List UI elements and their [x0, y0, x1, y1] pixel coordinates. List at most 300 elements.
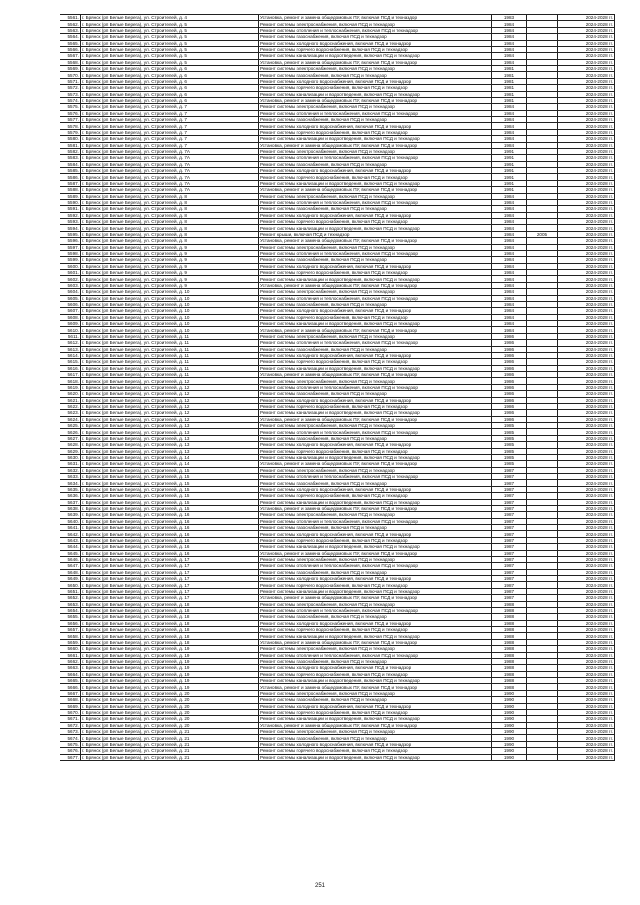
- address-cell: г. Брянск (рп Белые Берега), ул. Строителей, д. 12: [81, 391, 259, 397]
- row-number: 5593.: [60, 219, 81, 225]
- planned-period-cell: 2024-2028 гг.: [558, 129, 615, 135]
- work-type-cell: Ремонт системы горячего водоснабжения, включая ПСД и технадзор: [259, 748, 492, 754]
- work-type-cell: Ремонт системы горячего водоснабжения, включая ПСД и технадзор: [259, 671, 492, 677]
- row-number: 5587.: [60, 180, 81, 186]
- work-type-cell: Ремонт системы канализации и водоотведения, включая ПСД и технадзор: [259, 365, 492, 371]
- work-type-cell: Ремонт системы холодного водоснабжения, включая ПСД и технадзор: [259, 741, 492, 747]
- row-number: 5583.: [60, 155, 81, 161]
- address-cell: г. Брянск (рп Белые Берега), ул. Строителей, д. 9: [81, 250, 259, 256]
- planned-period-cell: 2024-2028 гг.: [558, 155, 615, 161]
- build-year-cell: 1988: [492, 678, 527, 684]
- planned-period-cell: 2024-2028 гг.: [558, 671, 615, 677]
- work-type-cell: Ремонт системы холодного водоснабжения, включая ПСД и технадзор: [259, 168, 492, 174]
- address-cell: г. Брянск (рп Белые Берега), ул. Строителей, д. 6: [81, 97, 259, 103]
- address-cell: г. Брянск (рп Белые Берега), ул. Строителей, д. 18: [81, 639, 259, 645]
- work-type-cell: Установка, ремонт и замена общедомовых ПУ, включая ПСД и технадзор: [259, 722, 492, 728]
- address-cell: г. Брянск (рп Белые Берега), ул. Строителей, д. 6: [81, 72, 259, 78]
- planned-period-cell: 2024-2028 гг.: [558, 537, 615, 543]
- work-type-cell: Ремонт системы газоснабжения, включая ПСД и технадзор: [259, 72, 492, 78]
- address-cell: г. Брянск (рп Белые Берега), ул. Строителей, д. 11: [81, 340, 259, 346]
- work-type-cell: Ремонт системы газоснабжения, включая ПСД и технадзор: [259, 658, 492, 664]
- address-cell: г. Брянск (рп Белые Берега), ул. Строителей, д. 7: [81, 129, 259, 135]
- planned-period-cell: 2024-2028 гг.: [558, 15, 615, 21]
- build-year-cell: 1985: [492, 423, 527, 429]
- planned-period-cell: 2024-2028 гг.: [558, 614, 615, 620]
- row-number: 5637.: [60, 499, 81, 505]
- work-type-cell: Установка, ремонт и замена общедомовых ПУ, включая ПСД и техназдор: [259, 15, 492, 21]
- build-year-cell: 1986: [492, 352, 527, 358]
- build-year-cell: 1986: [492, 397, 527, 403]
- row-number: 5617.: [60, 372, 81, 378]
- work-type-cell: Ремонт системы отопления и теплоснабжения, включая ПСД и технадзор: [259, 518, 492, 524]
- build-year-cell: 1984: [492, 53, 527, 59]
- table-body: [60, 15, 615, 761]
- work-type-cell: Установка, ремонт и замена общедомовых ПУ, включая ПСД и технадзор: [259, 416, 492, 422]
- work-type-cell: Ремонт системы газоснабжения, включая ПСД и технадзор: [259, 161, 492, 167]
- planned-period-cell: 2024-2028 гг.: [558, 72, 615, 78]
- work-type-cell: Ремонт системы отопления и теплоснабжения, включая ПСД и технадзор: [259, 155, 492, 161]
- address-cell: г. Брянск (рп Белые Берега), ул. Строителей, д. 19: [81, 646, 259, 652]
- address-cell: г. Брянск (рп Белые Берега), ул. Строителей, д. 10: [81, 327, 259, 333]
- address-cell: г. Брянск (рп Белые Берега), ул. Строителей, д. 11: [81, 372, 259, 378]
- planned-period-cell: 2024-2028 гг.: [558, 639, 615, 645]
- planned-period-cell: 2024-2028 гг.: [558, 690, 615, 696]
- row-number: 5662.: [60, 658, 81, 664]
- address-cell: г. Брянск (рп Белые Берега), ул. Строителей, д. 14: [81, 454, 259, 460]
- work-type-cell: Ремонт системы электроснабжения, включая ПСД и технадзор: [259, 104, 492, 110]
- planned-period-cell: 2024-2028 гг.: [558, 741, 615, 747]
- build-year-cell: 1987: [492, 556, 527, 562]
- planned-period-cell: 2024-2028 гг.: [558, 499, 615, 505]
- planned-period-cell: 2024-2028 гг.: [558, 461, 615, 467]
- build-year-cell: 1984: [492, 263, 527, 269]
- address-cell: г. Брянск (рп Белые Берега), ул. Строителей, д. 8: [81, 219, 259, 225]
- row-number: 5641.: [60, 525, 81, 531]
- row-number: 5594.: [60, 225, 81, 231]
- work-type-cell: Ремонт системы горячего водоснабжения, включая ПСД и технадзор: [259, 85, 492, 91]
- address-cell: г. Брянск (рп Белые Берега), ул. Строителей, д. 20: [81, 722, 259, 728]
- work-type-cell: Ремонт системы горячего водоснабжения, включая ПСД и технадзор: [259, 709, 492, 715]
- work-type-cell: Ремонт системы канализации и водоотведения, включая ПСД и технадзор: [259, 588, 492, 594]
- work-type-cell: Ремонт системы горячего водоснабжения, включая ПСД и технадзор: [259, 537, 492, 543]
- row-number: 5673.: [60, 729, 81, 735]
- planned-period-cell: 2024-2028 гг.: [558, 66, 615, 72]
- row-number: 5580.: [60, 136, 81, 142]
- build-year-cell: 1988: [492, 671, 527, 677]
- address-cell: г. Брянск (рп Белые Берега), ул. Строителей, д. 7А: [81, 155, 259, 161]
- planned-period-cell: 2024-2028 гг.: [558, 505, 615, 511]
- row-number: 5620.: [60, 391, 81, 397]
- row-number: 5671.: [60, 716, 81, 722]
- address-cell: г. Брянск (рп Белые Берега), ул. Строителей, д. 8: [81, 238, 259, 244]
- row-number: 5624.: [60, 416, 81, 422]
- work-type-cell: Ремонт системы канализации и водоотведения, включая ПСД и технадзор: [259, 544, 492, 550]
- work-type-cell: Ремонт системы канализации и водоотведения, включая ПСД и технадзор: [259, 410, 492, 416]
- planned-period-cell: 2024-2028 гг.: [558, 678, 615, 684]
- planned-period-cell: 2024-2028 гг.: [558, 391, 615, 397]
- address-cell: г. Брянск (рп Белые Берега), ул. Строителей, д. 6: [81, 66, 259, 72]
- row-number: 5609.: [60, 321, 81, 327]
- row-number: 5669.: [60, 703, 81, 709]
- table-row: [60, 754, 615, 760]
- row-number: 5626.: [60, 429, 81, 435]
- build-year-cell: 1984: [492, 295, 527, 301]
- row-number: 5612.: [60, 340, 81, 346]
- work-type-cell: Ремонт системы электроснабжения, включая ПСД и технадзор: [259, 289, 492, 295]
- planned-period-cell: 2024-2028 гг.: [558, 754, 615, 760]
- build-year-cell: 1988: [492, 627, 527, 633]
- row-number: 5666.: [60, 684, 81, 690]
- planned-period-cell: 2024-2028 гг.: [558, 314, 615, 320]
- build-year-cell: 1983: [492, 15, 527, 21]
- work-type-cell: Ремонт системы электроснабжения, включая ПСД и технадзор: [259, 423, 492, 429]
- planned-period-cell: 2024-2028 гг.: [558, 187, 615, 193]
- work-type-cell: Ремонт системы холодного водоснабжения, включая ПСД и технадзор: [259, 263, 492, 269]
- row-number: 5628.: [60, 442, 81, 448]
- work-type-cell: Установка, ремонт и замена общедомовых ПУ, включая ПСД и технадзор: [259, 238, 492, 244]
- work-type-cell: Установка, ремонт и замена общедомовых ПУ, включая ПСД и технадзор: [259, 282, 492, 288]
- row-number: 5636.: [60, 493, 81, 499]
- row-number: 5579.: [60, 129, 81, 135]
- row-number: 5615.: [60, 359, 81, 365]
- work-type-cell: Ремонт крыши, включая ПСД и технадзор: [259, 231, 492, 237]
- address-cell: г. Брянск (рп Белые Берега), ул. Строителей, д. 12: [81, 410, 259, 416]
- build-year-cell: 1988: [492, 684, 527, 690]
- build-year-cell: 1987: [492, 550, 527, 556]
- row-number: 5648.: [60, 569, 81, 575]
- build-year-cell: 1986: [492, 346, 527, 352]
- planned-period-cell: 2024-2028 гг.: [558, 238, 615, 244]
- address-cell: г. Брянск (рп Белые Берега), ул. Строителей, д. 15: [81, 467, 259, 473]
- address-cell: г. Брянск (рп Белые Берега), ул. Строителей, д. 11: [81, 365, 259, 371]
- build-year-cell: 1984: [492, 123, 527, 129]
- address-cell: г. Брянск (рп Белые Берега), ул. Строителей, д. 10: [81, 289, 259, 295]
- build-year-cell: 1984: [492, 21, 527, 27]
- row-number: 5582.: [60, 148, 81, 154]
- build-year-cell: 1990: [492, 716, 527, 722]
- planned-period-cell: 2024-2028 гг.: [558, 110, 615, 116]
- planned-period-cell: 2024-2028 гг.: [558, 85, 615, 91]
- address-cell: г. Брянск (рп Белые Берега), ул. Строителей, д. 12: [81, 378, 259, 384]
- build-year-cell: 1984: [492, 27, 527, 33]
- build-year-cell: 1988: [492, 639, 527, 645]
- row-number: 5569.: [60, 66, 81, 72]
- planned-period-cell: 2024-2028 гг.: [558, 276, 615, 282]
- planned-period-cell: 2024-2028 гг.: [558, 620, 615, 626]
- build-year-cell: 1984: [492, 117, 527, 123]
- planned-period-cell: 2024-2028 гг.: [558, 148, 615, 154]
- build-year-cell: 1984: [492, 34, 527, 40]
- row-number: 5611.: [60, 333, 81, 339]
- work-type-cell: Ремонт системы электроснабжения, включая ПСД и технадзор: [259, 244, 492, 250]
- address-cell: г. Брянск (рп Белые Берега), ул. Строителей, д. 16: [81, 531, 259, 537]
- address-cell: г. Брянск (рп Белые Берега), ул. Строителей, д. 20: [81, 716, 259, 722]
- row-number: 5627.: [60, 435, 81, 441]
- row-number: 5653.: [60, 601, 81, 607]
- planned-period-cell: 2024-2028 гг.: [558, 199, 615, 205]
- row-number: 5574.: [60, 97, 81, 103]
- work-type-cell: Установка, ремонт и замена общедомовых ПУ, включая ПСД и технадзор: [259, 187, 492, 193]
- work-type-cell: Установка, ремонт и замена общедомовых ПУ, включая ПСД и технадзор: [259, 595, 492, 601]
- work-type-cell: Ремонт системы канализации и водоотведения, включая ПСД и технадзор: [259, 754, 492, 760]
- planned-period-cell: 2024-2028 гг.: [558, 703, 615, 709]
- address-cell: г. Брянск (рп Белые Берега), ул. Строителей, д. 5: [81, 40, 259, 46]
- row-number: 5645.: [60, 550, 81, 556]
- build-year-cell: 1991: [492, 187, 527, 193]
- address-cell: г. Брянск (рп Белые Берега), ул. Строителей, д. 9: [81, 270, 259, 276]
- work-type-cell: Ремонт системы газоснабжения, включая ПСД и технадзор: [259, 480, 492, 486]
- build-year-cell: 1986: [492, 365, 527, 371]
- row-number: 5597.: [60, 244, 81, 250]
- row-number: 5664.: [60, 671, 81, 677]
- build-year-cell: 1990: [492, 690, 527, 696]
- build-year-cell: 1984: [492, 212, 527, 218]
- build-year-cell: 1988: [492, 633, 527, 639]
- address-cell: г. Брянск (рп Белые Берега), ул. Строителей, д. 17: [81, 588, 259, 594]
- address-cell: г. Брянск (рп Белые Берега), ул. Строителей, д. 18: [81, 614, 259, 620]
- build-year-cell: 1987: [492, 493, 527, 499]
- row-number: 5623.: [60, 410, 81, 416]
- address-cell: г. Брянск (рп Белые Берега), ул. Строителей, д. 8: [81, 206, 259, 212]
- row-number: 5601.: [60, 270, 81, 276]
- work-type-cell: Ремонт системы отопления и теплоснабжения, включая ПСД и технадзор: [259, 340, 492, 346]
- planned-period-cell: 2024-2028 гг.: [558, 257, 615, 263]
- planned-period-cell: 2024-2028 гг.: [558, 301, 615, 307]
- planned-period-cell: 2024-2028 гг.: [558, 59, 615, 65]
- row-number: 5631.: [60, 461, 81, 467]
- row-number: 5596.: [60, 238, 81, 244]
- address-cell: г. Брянск (рп Белые Берега), ул. Строителей, д. 12: [81, 384, 259, 390]
- planned-period-cell: 2024-2028 гг.: [558, 563, 615, 569]
- address-cell: г. Брянск (рп Белые Берега), ул. Строителей, д. 7А: [81, 187, 259, 193]
- work-type-cell: Ремонт системы холодного водоснабжения, включая ПСД и технадзор: [259, 78, 492, 84]
- work-type-cell: Установка, ремонт и замена общедомовых ПУ, включая ПСД и технадзор: [259, 372, 492, 378]
- build-year-cell: 1990: [492, 735, 527, 741]
- build-year-cell: 1987: [492, 505, 527, 511]
- build-year-cell: 1984: [492, 46, 527, 52]
- address-cell: г. Брянск (рп Белые Берега), ул. Строителей, д. 18: [81, 627, 259, 633]
- planned-period-cell: 2024-2028 гг.: [558, 53, 615, 59]
- planned-period-cell: 2024-2028 гг.: [558, 168, 615, 174]
- work-type-cell: Ремонт системы горячего водоснабжения, включая ПСД и технадзор: [259, 219, 492, 225]
- planned-period-cell: 2024-2028 гг.: [558, 308, 615, 314]
- row-number: 5649.: [60, 576, 81, 582]
- row-number: 5621.: [60, 397, 81, 403]
- work-type-cell: Ремонт системы холодного водоснабжения, включая ПСД и технадзор: [259, 308, 492, 314]
- build-year-cell: 1986: [492, 359, 527, 365]
- build-year-cell: 1986: [492, 372, 527, 378]
- planned-period-cell: 2024-2028 гг.: [558, 544, 615, 550]
- build-year-cell: 1985: [492, 435, 527, 441]
- work-type-cell: Ремонт системы электроснабжения, включая ПСД и технадзор: [259, 556, 492, 562]
- build-year-cell: 1984: [492, 244, 527, 250]
- work-type-cell: Ремонт системы канализации и водоотведения, включая ПСД и технадзор: [259, 91, 492, 97]
- row-number: 5588.: [60, 187, 81, 193]
- address-cell: г. Брянск (рп Белые Берега), ул. Строителей, д. 7А: [81, 180, 259, 186]
- planned-period-cell: 2024-2028 гг.: [558, 716, 615, 722]
- build-year-cell: 1984: [492, 257, 527, 263]
- row-number: 5570.: [60, 72, 81, 78]
- work-type-cell: Установка, ремонт и замена общедомовых ПУ, включая ПСД и технадзор: [259, 550, 492, 556]
- planned-period-cell: 2024-2028 гг.: [558, 365, 615, 371]
- row-number: 5633.: [60, 474, 81, 480]
- work-type-cell: Установка, ремонт и замена общедомовых ПУ, включая ПСД и технадзор: [259, 505, 492, 511]
- address-cell: г. Брянск (рп Белые Берега), ул. Строителей, д. 13: [81, 435, 259, 441]
- planned-period-cell: 2024-2028 гг.: [558, 665, 615, 671]
- address-cell: г. Брянск (рп Белые Берега), ул. Строителей, д. 21: [81, 735, 259, 741]
- build-year-cell: 1991: [492, 168, 527, 174]
- planned-period-cell: 2024-2028 гг.: [558, 193, 615, 199]
- address-cell: г. Брянск (рп Белые Берега), ул. Строителей, д. 9: [81, 244, 259, 250]
- address-cell: г. Брянск (рп Белые Берега), ул. Строителей, д. 5: [81, 21, 259, 27]
- last-repair-year-cell: [527, 754, 558, 760]
- address-cell: г. Брянск (рп Белые Берега), ул. Строителей, д. 21: [81, 741, 259, 747]
- build-year-cell: 1984: [492, 327, 527, 333]
- build-year-cell: 1984: [492, 206, 527, 212]
- planned-period-cell: 2024-2028 гг.: [558, 46, 615, 52]
- address-cell: г. Брянск (рп Белые Берега), ул. Строителей, д. 18: [81, 607, 259, 613]
- work-type-cell: Ремонт системы отопления и теплоснабжения, включая ПСД и технадзор: [259, 110, 492, 116]
- planned-period-cell: 2024-2028 гг.: [558, 161, 615, 167]
- planned-period-cell: 2024-2028 гг.: [558, 556, 615, 562]
- build-year-cell: 1984: [492, 250, 527, 256]
- build-year-cell: 1984: [492, 289, 527, 295]
- work-type-cell: Ремонт системы холодного водоснабжения, включая ПСД и технадзор: [259, 620, 492, 626]
- build-year-cell: 1986: [492, 333, 527, 339]
- planned-period-cell: 2024-2028 гг.: [558, 486, 615, 492]
- address-cell: г. Брянск (рп Белые Берега), ул. Строителей, д. 8: [81, 231, 259, 237]
- build-year-cell: 1984: [492, 136, 527, 142]
- address-cell: г. Брянск (рп Белые Берега), ул. Строителей, д. 7: [81, 142, 259, 148]
- planned-period-cell: 2024-2028 гг.: [558, 429, 615, 435]
- address-cell: г. Брянск (рп Белые Берега), ул. Строителей, д. 19: [81, 665, 259, 671]
- row-number: 5568.: [60, 59, 81, 65]
- address-cell: г. Брянск (рп Белые Берега), ул. Строителей, д. 16: [81, 512, 259, 518]
- address-cell: г. Брянск (рп Белые Берега), ул. Строителей, д. 11: [81, 352, 259, 358]
- build-year-cell: 1988: [492, 646, 527, 652]
- planned-period-cell: 2024-2028 гг.: [558, 40, 615, 46]
- work-type-cell: Ремонт системы канализации и водоотведения, включая ПСД и технадзор: [259, 136, 492, 142]
- build-year-cell: 1984: [492, 193, 527, 199]
- address-cell: г. Брянск (рп Белые Берега), ул. Строителей, д. 15: [81, 486, 259, 492]
- planned-period-cell: 2024-2028 гг.: [558, 416, 615, 422]
- work-type-cell: Установка, ремонт и замена общедомовых ПУ, включая ПСД и технадзор: [259, 639, 492, 645]
- address-cell: г. Брянск (рп Белые Берега), ул. Строителей, д. 21: [81, 754, 259, 760]
- build-year-cell: 1988: [492, 614, 527, 620]
- row-number: 5567.: [60, 53, 81, 59]
- build-year-cell: 1991: [492, 148, 527, 154]
- planned-period-cell: 2024-2028 гг.: [558, 633, 615, 639]
- address-cell: г. Брянск (рп Белые Берега), ул. Строителей, д. 10: [81, 314, 259, 320]
- work-type-cell: Ремонт системы электроснабжения, включая ПСД и технадзор: [259, 66, 492, 72]
- address-cell: г. Брянск (рп Белые Берега), ул. Строителей, д. 9: [81, 263, 259, 269]
- planned-period-cell: 2024-2028 гг.: [558, 474, 615, 480]
- row-number: 5604.: [60, 289, 81, 295]
- address-cell: г. Брянск (рп Белые Берега), ул. Строителей, д. 21: [81, 729, 259, 735]
- address-cell: г. Брянск (рп Белые Берега), ул. Строителей, д. 18: [81, 633, 259, 639]
- address-cell: г. Брянск (рп Белые Берега), ул. Строителей, д. 19: [81, 684, 259, 690]
- work-type-cell: Установка, ремонт и замена общедомовых ПУ, включая ПСД и технадзор: [259, 142, 492, 148]
- address-cell: г. Брянск (рп Белые Берега), ул. Строителей, д. 15: [81, 505, 259, 511]
- work-type-cell: Ремонт системы холодного водоснабжения, включая ПСД и технадзор: [259, 123, 492, 129]
- planned-period-cell: 2024-2028 гг.: [558, 595, 615, 601]
- planned-period-cell: 2024-2028 гг.: [558, 403, 615, 409]
- row-number: 5599.: [60, 257, 81, 263]
- planned-period-cell: 2024-2028 гг.: [558, 658, 615, 664]
- work-type-cell: Ремонт системы газоснабжения, включая ПСД и технадзор: [259, 697, 492, 703]
- address-cell: г. Брянск (рп Белые Берега), ул. Строителей, д. 9: [81, 257, 259, 263]
- work-type-cell: Ремонт системы холодного водоснабжения, включая ПСД и технадзор: [259, 703, 492, 709]
- build-year-cell: 1981: [492, 66, 527, 72]
- last-repair-year-cell: 2005: [527, 231, 558, 237]
- row-number: 5634.: [60, 480, 81, 486]
- address-cell: г. Брянск (рп Белые Берега), ул. Строителей, д. 7: [81, 136, 259, 142]
- address-cell: г. Брянск (рп Белые Берега), ул. Строителей, д. 6: [81, 78, 259, 84]
- row-number: 5610.: [60, 327, 81, 333]
- build-year-cell: 1987: [492, 576, 527, 582]
- build-year-cell: 1987: [492, 480, 527, 486]
- address-cell: г. Брянск (рп Белые Берега), ул. Строителей, д. 17: [81, 563, 259, 569]
- build-year-cell: 1987: [492, 544, 527, 550]
- work-type-cell: Ремонт системы холодного водоснабжения, включая ПСД и технадзор: [259, 486, 492, 492]
- schedule-table-page: [60, 14, 613, 761]
- planned-period-cell: 2024-2028 гг.: [558, 174, 615, 180]
- planned-period-cell: 2024-2028 гг.: [558, 97, 615, 103]
- build-year-cell: 1986: [492, 416, 527, 422]
- row-number: 5607.: [60, 308, 81, 314]
- build-year-cell: 1987: [492, 525, 527, 531]
- build-year-cell: 1990: [492, 748, 527, 754]
- row-number: 5647.: [60, 563, 81, 569]
- build-year-cell: 1984: [492, 219, 527, 225]
- build-year-cell: 1986: [492, 384, 527, 390]
- address-cell: г. Брянск (рп Белые Берега), ул. Строителей, д. 12: [81, 397, 259, 403]
- row-number: 5640.: [60, 518, 81, 524]
- build-year-cell: 1986: [492, 391, 527, 397]
- planned-period-cell: 2024-2028 гг.: [558, 646, 615, 652]
- build-year-cell: 1986: [492, 340, 527, 346]
- repair-schedule-table: [60, 14, 615, 761]
- row-number: 5651.: [60, 588, 81, 594]
- build-year-cell: 1984: [492, 282, 527, 288]
- build-year-cell: 1987: [492, 512, 527, 518]
- work-type-cell: Ремонт системы электроснабжения, включая ПСД и технадзор: [259, 601, 492, 607]
- planned-period-cell: 2024-2028 гг.: [558, 142, 615, 148]
- address-cell: г. Брянск (рп Белые Берега), ул. Строителей, д. 20: [81, 697, 259, 703]
- work-type-cell: Ремонт системы горячего водоснабжения, включая ПСД и технадзор: [259, 582, 492, 588]
- work-type-cell: Ремонт системы газоснабжения, включая ПСД и технадзор: [259, 346, 492, 352]
- work-type-cell: Ремонт системы отопления и теплоснабжения, включая ПСД и технадзор: [259, 607, 492, 613]
- planned-period-cell: 2024-2028 гг.: [558, 327, 615, 333]
- build-year-cell: 1984: [492, 199, 527, 205]
- build-year-cell: 1988: [492, 658, 527, 664]
- address-cell: г. Брянск (рп Белые Берега), ул. Строителей, д. 7А: [81, 148, 259, 154]
- planned-period-cell: 2024-2028 гг.: [558, 467, 615, 473]
- planned-period-cell: 2024-2028 гг.: [558, 729, 615, 735]
- row-number: 5674.: [60, 735, 81, 741]
- build-year-cell: 1984: [492, 238, 527, 244]
- work-type-cell: Ремонт системы электроснабжения, включая ПСД и технадзор: [259, 512, 492, 518]
- address-cell: г. Брянск (рп Белые Берега), ул. Строителей, д. 17: [81, 556, 259, 562]
- address-cell: г. Брянск (рп Белые Берега), ул. Строителей, д. 9: [81, 282, 259, 288]
- work-type-cell: Ремонт системы газоснабжения, включая ПСД и технадзор: [259, 206, 492, 212]
- planned-period-cell: 2024-2028 гг.: [558, 652, 615, 658]
- planned-period-cell: 2024-2028 гг.: [558, 282, 615, 288]
- row-number: 5670.: [60, 709, 81, 715]
- work-type-cell: Ремонт системы отопления и теплоснабжения, включая ПСД и технадзор: [259, 652, 492, 658]
- work-type-cell: Ремонт системы канализации и водоотведения, включая ПСД и технадзор: [259, 454, 492, 460]
- planned-period-cell: 2024-2028 гг.: [558, 525, 615, 531]
